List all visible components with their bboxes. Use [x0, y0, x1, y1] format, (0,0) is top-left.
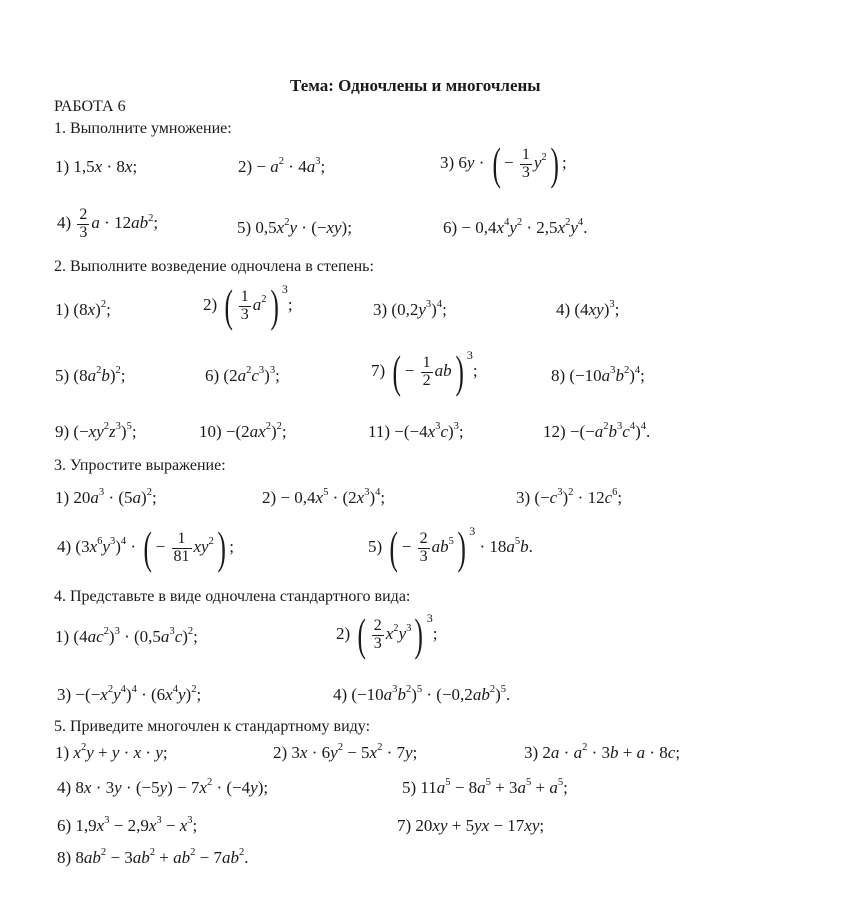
- exercise-5-5: 5) $11a^5 - 8a^5 + 3a^5 + a^5$;: [402, 777, 568, 797]
- exercise-2-8: 8) $(-10a^3b^2)^4$;: [551, 365, 645, 385]
- exercise-2-2: 2) ( $\frac{1}{3}$ $a^2$) $^3$;: [203, 280, 293, 331]
- exercise-3-2: $2) - 0,4x^5 \cdot (2x^3)^4$;: [262, 487, 386, 507]
- exercise-3-4: 4) $(3x^6y^3)^4$ · ( − $\frac{1}{81}$ $xy^2$) ;: [57, 522, 234, 573]
- exercise-1-2: $2) - a^2 \cdot 4a^3$;: [238, 156, 326, 176]
- exercise-5-7: 7) 20xy + 5yx − 17xy;: [397, 816, 545, 835]
- exercise-2-3: 3) $(0,2y^3)^4$;: [373, 299, 447, 319]
- exercise-1-1: 1) 1,5x · 8x;: [55, 157, 138, 176]
- exercise-1-3: 3) 6y · ( − $\frac{1}{3}$ $y^2$) ;: [440, 138, 567, 189]
- exercise-5-6: 6) $1,9x^3 - 2,9x^3 - x^3$;: [57, 815, 198, 835]
- exercise-2-5: 5) $(8a^2b)^2$;: [55, 365, 126, 385]
- exercise-5-4: 4) $8x \cdot 3y \cdot (-5y) - 7x^2 \cdot (-4y)$;: [57, 777, 269, 797]
- exercise-2-11: $11) -(-4x^3c)^3$;: [368, 421, 464, 441]
- exercise-2-7: 7) ( − $\frac{1}{2}$ ab) $^3$;: [371, 346, 478, 397]
- exercise-5-8: 8) $8ab^2 - 3ab^2 + ab^2 - 7ab^2$.: [57, 847, 249, 867]
- exercise-2-9: 9) $(-xy^2z^3)^5$;: [55, 421, 137, 441]
- section-1-heading: 1. Выполните умножение:: [54, 120, 232, 137]
- exercise-2-6: 6) $(2a^2c^3)^3$;: [205, 365, 280, 385]
- exercise-5-3: 3) $2a \cdot a^2 \cdot 3b + a \cdot 8c$;: [524, 742, 681, 762]
- exercise-1-5: 5) $0,5x^2y \cdot (-xy)$;: [237, 217, 352, 237]
- section-2-heading: 2. Выполните возведение одночлена в степень:: [54, 258, 374, 275]
- exercise-5-1: 1) $x^2y + y \cdot x \cdot y$;: [55, 742, 168, 762]
- section-4-heading: 4. Представьте в виде одночлена стандартного вида:: [54, 588, 411, 605]
- exercise-1-6: $6) - 0,4x^4y^2 \cdot 2,5x^2y^4$.: [443, 217, 588, 237]
- section-5-heading: 5. Приведите многочлен к стандартному виду:: [54, 718, 371, 735]
- work-label: РАБОТА 6: [54, 98, 126, 115]
- exercise-3-3: 3) $(-c^3)^2 \cdot 12c^6$;: [516, 487, 623, 507]
- page-title: Тема: Одночлены и многочлены: [290, 76, 541, 95]
- exercise-4-1: 1) $(4ac^2)^3 \cdot (0,5a^3c)^2$;: [55, 626, 198, 646]
- exercise-2-10: $10) -(2ax^2)^2$;: [199, 421, 287, 441]
- exercise-2-12: $12) -(-a^2b^3c^4)^4$.: [543, 421, 651, 441]
- section-3-heading: 3. Упростите выражение:: [54, 457, 226, 474]
- exercise-4-4: 4) $(-10a^3b^2)^5 \cdot (-0,2ab^2)^5$.: [333, 684, 511, 704]
- exercise-3-1: 1) $20a^3 \cdot (5a)^2$;: [55, 487, 157, 507]
- exercise-1-4: 4) $\frac{2}{3}$ $a \cdot 12ab^2$;: [57, 206, 159, 241]
- exercise-4-2: 2) ( $\frac{2}{3}$ $x^2y^3$) $^3$;: [336, 609, 438, 660]
- exercise-3-5: 5) ( − $\frac{2}{3}$ $ab^5$) $^3 \cdot 18a^5b$.: [368, 522, 533, 573]
- exercise-2-1: 1) $(8x)^2$;: [55, 299, 111, 319]
- exercise-5-2: 2) $3x \cdot 6y^2 - 5x^2 \cdot 7y$;: [273, 742, 418, 762]
- exercise-2-4: 4) $(4xy)^3$;: [556, 299, 620, 319]
- exercise-4-3: $3) -(-x^2y^4)^4 \cdot (6x^4y)^2$;: [57, 684, 202, 704]
